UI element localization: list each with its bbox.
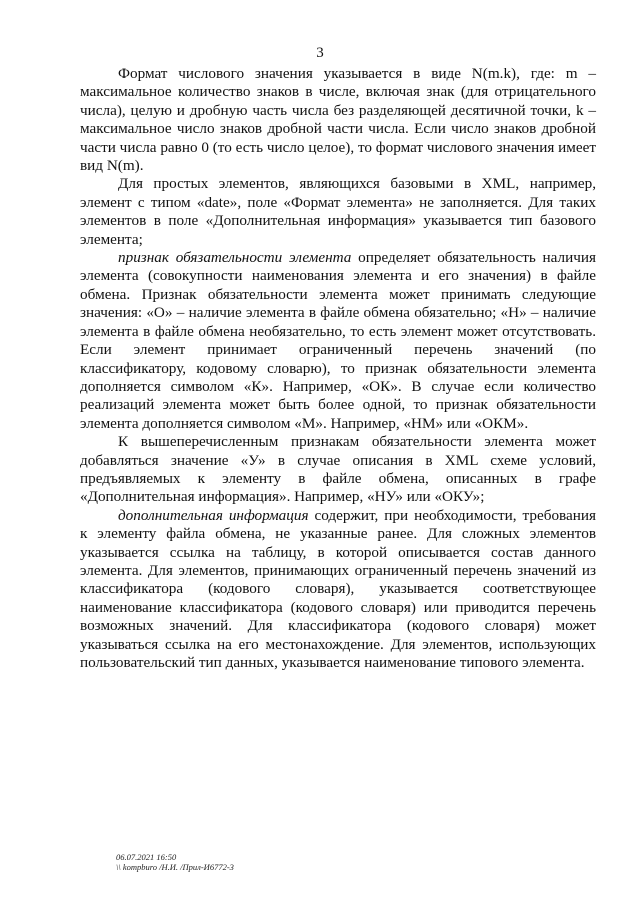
paragraph-text: Для простых элементов, являющихся базовыми в XML, например, элемент с типом «date», поле «Формат элемента» не заполняется. Для таких элементов в поле «Дополнительная информация» указывается тип базового элемента; — [80, 175, 596, 248]
footer-stamp — [116, 852, 234, 872]
paragraph-number-format — [80, 65, 596, 175]
paragraph-simple-elements — [80, 175, 596, 249]
footer-path: \\ kompburo /Н.И. /Прил-И6772-3 — [116, 862, 234, 872]
paragraph-text: К вышеперечисленным признакам обязательности элемента может добавляться значение «У» в случае описания в XML схеме условий, предъявляемых к элементу в файле обмена, описанных в графе «Дополнительная информация». Например, «НУ» или «ОКУ»; — [80, 433, 596, 506]
paragraph-text: Формат числового значения указывается в виде N(m.k), где: m – максимальное количество знаков в числе, включая знак (для отрицательного числа), целую и дробную часть числа без разделяющей десятичной точки, k – максимальное число знаков дробной части числа. Если число знаков дробной части числа равно 0 (то есть число целое), то формат числового значения имеет вид N(m). — [80, 65, 596, 175]
paragraph-text: определяет обязательность наличия элемента (совокупности наименования элемента и его значения) в файле обмена. Признак обязательности элемента может принимать следующие значения: «О» – наличие элемента в файле обмена обязательно; «Н» – наличие элемента в файле обмена необязательно, то есть элемент может отсутствовать. Если элемент принимает ограниченный перечень значений (по классификатору, кодовому словарю), то признак обязательности элемента дополняется символом «К». Например, «ОК». В случае если количество реализаций элемента может быть более одной, то признак обязательности элемента дополняется символом «М». Например, «НМ» или «ОКМ». — [80, 249, 596, 432]
footer-date: 06.07.2021 16:50 — [116, 852, 177, 862]
term-additional-info: дополнительная информация — [118, 506, 309, 524]
page-number: 3 — [316, 45, 324, 61]
paragraph-mandatory-sign — [80, 249, 596, 433]
term-mandatory-sign: признак обязательности элемента — [118, 249, 352, 267]
body-text — [80, 65, 596, 672]
paragraph-additional-info — [80, 507, 596, 673]
paragraph-text: содержит, при необходимости, требования к элементу файла обмена, не указанные ранее. Для сложных элементов указывается ссылка на таблицу, в которой описывается состав данного элемента. Для элементов, принимающих ограниченный перечень значений из классификатора (кодового словаря), указывается соответствующее наименование классификатора (кодового словаря) или приводится перечень возможных значений. Для классификатора (кодового словаря) может указываться ссылка на его местонахождение. Для элементов, использующих пользовательский тип данных, указывается наименование типового элемента. — [80, 506, 596, 671]
paragraph-condition-value — [80, 433, 596, 507]
